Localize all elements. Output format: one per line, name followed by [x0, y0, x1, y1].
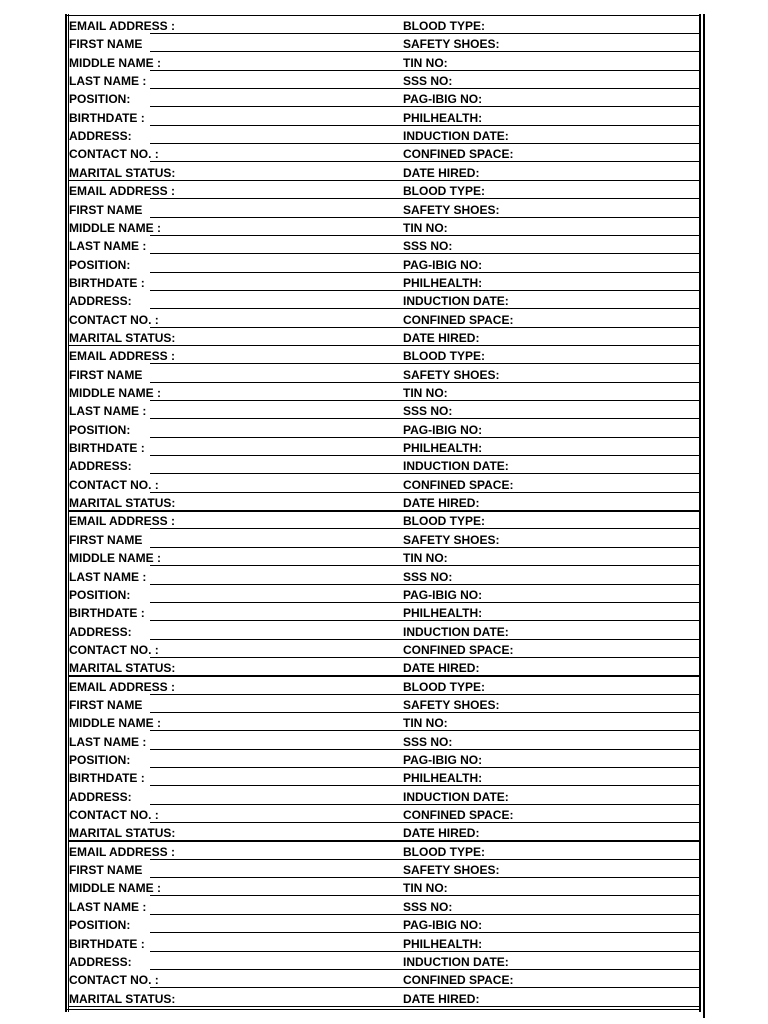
- field-label: CONFINED SPACE:: [403, 312, 514, 327]
- field-label: LAST NAME :: [69, 569, 147, 584]
- field-label: BLOOD TYPE:: [403, 19, 486, 33]
- field-underline: [150, 217, 700, 218]
- field-label: INDUCTION DATE:: [403, 954, 509, 969]
- field-label: EMAIL ADDRESS :: [69, 844, 176, 859]
- field-label: BIRTHDATE :: [69, 441, 145, 456]
- field-underline: [150, 767, 700, 768]
- field-label: CONTACT NO. :: [69, 808, 159, 823]
- field-label: INDUCTION DATE:: [403, 459, 509, 474]
- field-label: CONTACT NO. :: [69, 642, 159, 657]
- field-underline: [150, 565, 700, 566]
- field-label: BIRTHDATE :: [69, 771, 145, 786]
- field-underline: [150, 657, 700, 658]
- frame-top-border: [65, 15, 701, 16]
- field-label: POSITION:: [69, 587, 131, 602]
- field-label: MIDDLE NAME :: [69, 716, 161, 731]
- field-underline: [150, 639, 700, 640]
- field-label: SSS NO:: [403, 569, 453, 584]
- frame-left-border-outer: [65, 14, 67, 1012]
- field-label: ADDRESS:: [69, 459, 132, 474]
- field-label: PHILHEALTH:: [403, 771, 483, 786]
- field-label: PAG-IBIG NO:: [403, 918, 483, 933]
- field-label: PHILHEALTH:: [403, 936, 483, 951]
- field-underline: [150, 492, 700, 493]
- field-label: PAG-IBIG NO:: [403, 257, 483, 272]
- field-label: SSS NO:: [403, 899, 453, 914]
- field-label: FIRST NAME: [69, 863, 143, 878]
- field-label: CONFINED SPACE:: [403, 973, 514, 988]
- field-label: EMAIL ADDRESS :: [69, 349, 176, 364]
- field-label: BIRTHDATE :: [69, 936, 145, 951]
- field-label: BIRTHDATE :: [69, 110, 145, 125]
- field-label: PHILHEALTH:: [403, 606, 483, 621]
- field-label: DATE HIRED:: [403, 661, 480, 676]
- field-label: POSITION:: [69, 422, 131, 437]
- field-label: DATE HIRED:: [403, 165, 480, 180]
- field-label: TIN NO:: [403, 881, 448, 896]
- field-label: SAFETY SHOES:: [403, 37, 500, 52]
- field-label: MARITAL STATUS:: [69, 826, 176, 841]
- field-underline: [150, 620, 700, 621]
- field-underline: [150, 327, 700, 328]
- field-label: MIDDLE NAME :: [69, 386, 161, 400]
- field-label: CONTACT NO. :: [69, 477, 159, 492]
- field-label: EMAIL ADDRESS :: [69, 679, 176, 694]
- field-label: BLOOD TYPE:: [403, 679, 486, 694]
- field-underline: [150, 143, 700, 144]
- field-underline: [150, 382, 700, 383]
- field-label: TIN NO:: [403, 220, 448, 235]
- block-separator: [68, 180, 700, 182]
- field-label: SAFETY SHOES:: [403, 863, 500, 878]
- field-label: SAFETY SHOES:: [403, 532, 500, 547]
- field-label: POSITION:: [69, 918, 131, 933]
- field-label: PHILHEALTH:: [403, 275, 483, 290]
- field-label: ADDRESS:: [69, 954, 132, 969]
- field-underline: [150, 88, 700, 89]
- field-label: PHILHEALTH:: [403, 110, 483, 125]
- field-label: FIRST NAME: [69, 697, 143, 712]
- field-label: SAFETY SHOES:: [403, 367, 500, 382]
- field-label: LAST NAME :: [69, 239, 147, 254]
- field-underline: [150, 455, 700, 456]
- field-label: MIDDLE NAME :: [69, 55, 161, 70]
- field-label: SAFETY SHOES:: [403, 202, 500, 217]
- field-underline: [150, 749, 700, 750]
- field-label: INDUCTION DATE:: [403, 624, 509, 639]
- field-label: BIRTHDATE :: [69, 606, 145, 621]
- field-underline: [150, 473, 700, 474]
- field-label: POSITION:: [69, 92, 131, 107]
- field-label: PAG-IBIG NO:: [403, 92, 483, 107]
- field-label: SSS NO:: [403, 404, 453, 419]
- field-label: BIRTHDATE :: [69, 275, 145, 290]
- field-label: TIN NO:: [403, 55, 448, 70]
- field-label: LAST NAME :: [69, 404, 147, 419]
- field-label: LAST NAME :: [69, 734, 147, 749]
- field-label: CONTACT NO. :: [69, 973, 159, 988]
- field-label: BLOOD TYPE:: [403, 349, 486, 364]
- field-label: SSS NO:: [403, 239, 453, 254]
- field-label: FIRST NAME: [69, 37, 143, 52]
- field-label: FIRST NAME: [69, 532, 143, 547]
- field-underline: [150, 161, 700, 162]
- field-label: FIRST NAME: [69, 202, 143, 217]
- field-label: SSS NO:: [403, 734, 453, 749]
- field-underline: [150, 106, 700, 107]
- field-label: DATE HIRED:: [403, 826, 480, 841]
- field-underline: [150, 804, 700, 805]
- field-label: INDUCTION DATE:: [403, 789, 509, 804]
- field-underline: [150, 125, 700, 126]
- block-separator: [68, 345, 700, 347]
- field-label: CONTACT NO. :: [69, 312, 159, 327]
- field-underline: [150, 290, 700, 291]
- field-label: MARITAL STATUS:: [69, 991, 176, 1006]
- field-label: POSITION:: [69, 753, 131, 767]
- frame-bottom-border: [65, 1009, 701, 1011]
- block-separator: [68, 840, 700, 842]
- field-label: MARITAL STATUS:: [69, 330, 176, 345]
- field-underline: [150, 33, 700, 34]
- field-label: BLOOD TYPE:: [403, 184, 486, 199]
- field-underline: [150, 308, 700, 309]
- field-underline: [150, 272, 700, 273]
- field-label: LAST NAME :: [69, 899, 147, 914]
- field-underline: [150, 235, 700, 236]
- field-label: EMAIL ADDRESS :: [69, 184, 176, 199]
- field-label: MIDDLE NAME :: [69, 551, 161, 566]
- field-underline: [150, 51, 700, 52]
- field-underline: [150, 528, 700, 529]
- field-underline: [150, 712, 700, 713]
- field-underline: [150, 859, 700, 860]
- field-label: CONFINED SPACE:: [403, 147, 514, 162]
- field-underline: [150, 822, 700, 823]
- field-underline: [150, 987, 700, 988]
- field-label: DATE HIRED:: [403, 991, 480, 1006]
- field-label: BLOOD TYPE:: [403, 844, 486, 859]
- field-label: POSITION:: [69, 257, 131, 272]
- field-label: SSS NO:: [403, 74, 453, 89]
- field-underline: [150, 198, 700, 199]
- field-label: EMAIL ADDRESS :: [69, 514, 176, 529]
- field-underline: [150, 437, 700, 438]
- field-underline: [150, 400, 700, 401]
- field-label: LAST NAME :: [69, 74, 147, 89]
- field-label: MIDDLE NAME :: [69, 220, 161, 235]
- field-label: PAG-IBIG NO:: [403, 753, 483, 767]
- field-label: INDUCTION DATE:: [403, 129, 509, 144]
- field-underline: [150, 785, 700, 786]
- field-label: PAG-IBIG NO:: [403, 587, 483, 602]
- field-label: SAFETY SHOES:: [403, 697, 500, 712]
- field-label: ADDRESS:: [69, 789, 132, 804]
- field-label: MARITAL STATUS:: [69, 496, 176, 511]
- field-label: CONTACT NO. :: [69, 147, 159, 162]
- field-label: PHILHEALTH:: [403, 441, 483, 456]
- field-label: CONFINED SPACE:: [403, 642, 514, 657]
- field-label: ADDRESS:: [69, 624, 132, 639]
- field-underline: [150, 969, 700, 970]
- field-label: FIRST NAME: [69, 367, 143, 382]
- field-label: PAG-IBIG NO:: [403, 422, 483, 437]
- block-separator: [68, 1006, 700, 1008]
- field-label: EMAIL ADDRESS :: [69, 19, 176, 33]
- field-label: BLOOD TYPE:: [403, 514, 486, 529]
- field-label: MARITAL STATUS:: [69, 661, 176, 676]
- field-label: MARITAL STATUS:: [69, 165, 176, 180]
- block-separator: [68, 675, 700, 677]
- block-separator: [68, 510, 700, 512]
- field-label: MIDDLE NAME :: [69, 881, 161, 896]
- field-label: DATE HIRED:: [403, 330, 480, 345]
- field-label: CONFINED SPACE:: [403, 477, 514, 492]
- field-underline: [150, 363, 700, 364]
- field-underline: [150, 418, 700, 419]
- field-underline: [150, 877, 700, 878]
- frame-right-border-inner: [699, 14, 701, 1012]
- field-underline: [150, 730, 700, 731]
- field-underline: [150, 951, 700, 952]
- field-label: TIN NO:: [403, 716, 448, 731]
- frame-right-border-outer: [703, 14, 705, 1018]
- field-underline: [150, 914, 700, 915]
- field-underline: [150, 547, 700, 548]
- field-underline: [150, 584, 700, 585]
- field-underline: [150, 895, 700, 896]
- field-label: ADDRESS:: [69, 294, 132, 309]
- field-underline: [150, 932, 700, 933]
- field-underline: [150, 70, 700, 71]
- field-label: DATE HIRED:: [403, 496, 480, 511]
- field-label: CONFINED SPACE:: [403, 808, 514, 823]
- field-underline: [150, 253, 700, 254]
- field-underline: [150, 694, 700, 695]
- field-label: INDUCTION DATE:: [403, 294, 509, 309]
- field-label: ADDRESS:: [69, 129, 132, 144]
- field-label: TIN NO:: [403, 551, 448, 566]
- field-label: TIN NO:: [403, 386, 448, 400]
- field-underline: [150, 602, 700, 603]
